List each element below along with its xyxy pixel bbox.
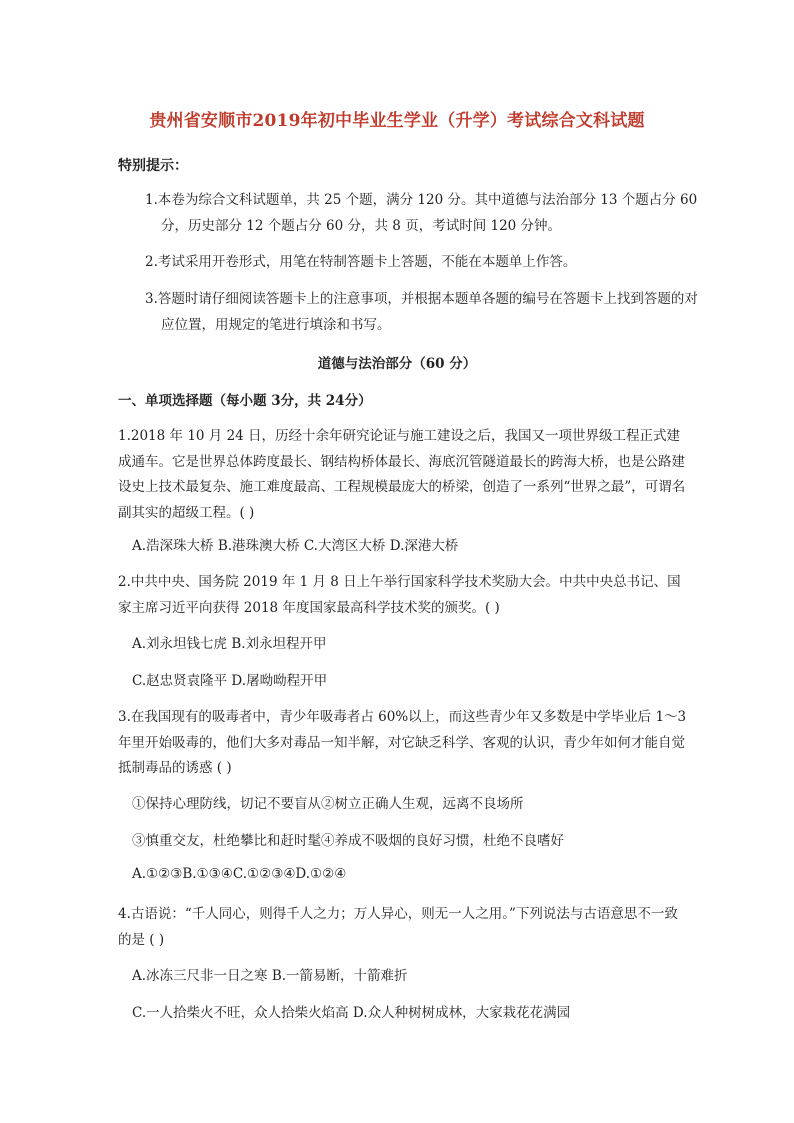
notice-item-3: 3.答题时请仔细阅读答题卡上的注意事项，并根据本题单各题的编号在答题卡上找到答题的对应位置，用规定的笔进行填涂和书写。: [145, 291, 698, 333]
question-4-option-line: C.一人拾柴火不旺，众人拾柴火焰高 D.众人种树树成林，大家栽花花满园: [132, 1005, 571, 1021]
question-3-option-line: A.①②③B.①③④C.①②③④D.①②④: [132, 866, 347, 882]
part-heading: 道德与法治部分（60 分）: [317, 356, 477, 372]
page-title: 贵州省安顺市2019年初中毕业生学业（升学）考试综合文科试题: [149, 111, 645, 131]
question-4-stem: 4.古语说：“千人同心，则得千人之力；万人异心，则无一人之用。”下列说法与古语意思不一致的是 ( ): [118, 906, 678, 948]
question-4-option-line: A.冰冻三尺非一日之寒 B.一箭易断，十箭难折: [132, 968, 408, 984]
question-3-option-line: ③慎重交友，杜绝攀比和赶时髦④养成不吸烟的良好习惯，杜绝不良嗜好: [132, 833, 564, 849]
question-3-option-line: ①保持心理防线，切记不要盲从②树立正确人生观，远离不良场所: [132, 796, 524, 812]
notice-item-1: 1.本卷为综合文科试题单，共 25 个题，满分 120 分。其中道德与法治部分 13 个题占分 60 分，历史部分 12 个题占分 60 分，共 8 页，考试时间 120 分钟。: [145, 192, 698, 234]
question-2-option-line: C.赵忠贤袁隆平 D.屠呦呦程开甲: [132, 673, 328, 689]
question-1-option-line: A.浩深珠大桥 B.港珠澳大桥 C.大湾区大桥 D.深港大桥: [132, 538, 459, 554]
notice-heading: 特别提示：: [118, 158, 188, 174]
section-heading: 一、单项选择题（每小题 3分，共 24分）: [118, 393, 372, 409]
notice-item-2: 2.考试采用开卷形式，用笔在特制答题卡上答题，不能在本题单上作答。: [145, 254, 577, 270]
question-3-stem: 3.在我国现有的吸毒者中，青少年吸毒者占 60%以上，而这些青少年又多数是中学毕业后 1～3 年里开始吸毒的，他们大多对毒品一知半解，对它缺乏科学、客观的认识，青少年如何才能自觉抵制毒品的诱惑 ( ): [118, 709, 687, 776]
question-1-stem: 1.2018 年 10 月 24 日，历经十余年研究论证与施工建设之后，我国又一项世界级工程正式建成通车。它是世界总体跨度最长、钢结构桥体最长、海底沉管隧道最长的跨海大桥，也是公路建设史上技术最复杂、施工难度最高、工程规模最庞大的桥梁，创造了一系列“世界之最”，可谓名副其实的超级工程。( ): [118, 428, 686, 521]
question-2-option-line: A.刘永坦钱七虎 B.刘永坦程开甲: [132, 636, 327, 652]
question-2-stem: 2.中共中央、国务院 2019 年 1 月 8 日上午举行国家科学技术奖励大会。中共中央总书记、国家主席习近平向获得 2018 年度国家最高科学技术奖的颁奖。( ): [118, 574, 681, 616]
